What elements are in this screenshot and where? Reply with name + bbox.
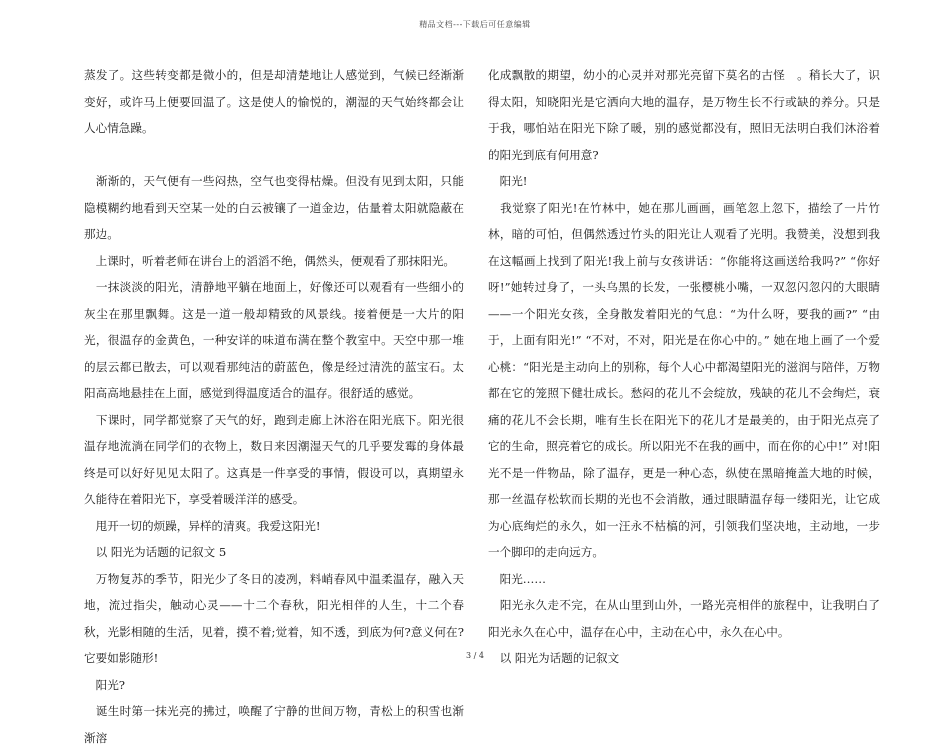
blank-line — [84, 142, 464, 169]
paragraph: 阳光! — [488, 174, 528, 188]
paragraph: 万物复苏的季节，阳光少了冬日的凌冽，料峭春风中温柔温存，融入天地，流过指尖，触动心灵——十二个春秋，阳光相伴的人生，十二个春秋，光影相随的生活，见着，摸不着;觉着，知不透，到底为何?意义何在?它要如影随形! — [84, 571, 464, 665]
paragraph: 阳光? — [84, 677, 125, 692]
paragraph: 化成飘散的期望，幼小的心灵并对那光亮留下莫名的古怪 。稍长大了，识得太阳，知晓阳光是它洒向大地的温存，是万物生长不行或缺的养分。只是于我，哪怕站在阳光下除了暖，别的感觉都没有，照旧无法明白我们沐浴着的阳光到底有何用意? — [488, 68, 880, 162]
paragraph: 下课时，同学都觉察了天气的好，跑到走廊上沐浴在阳光底下。阳光很温存地流淌在同学们的衣物上，数日来因潮湿天气的几乎要发霉的身体最终是可以好好见见太阳了。这真是一件享受的事情，假设可以，真期望永久能待在着阳光下，享受着暖洋洋的感受。 — [84, 412, 464, 506]
section-heading: 以 阳光为话题的记叙文 — [488, 651, 620, 665]
paragraph: 阳光…… — [488, 571, 546, 586]
paragraph: 渐渐的，天气便有一些闷热，空气也变得枯燥。但没有见到太阳，只能隐模糊约地看到天空某一处的白云被镶了一道金边，估量着太阳就隐蔽在那边。 — [84, 174, 464, 241]
paragraph: 一抹淡淡的阳光，清静地平躺在地面上，好像还可以观看有一些细小的灰尘在那里飘舞。这是一道一般却精致的风景线。接着便是一大片的阳光，很温存的金黄色，一种安详的味道布满在整个教室中。天空中那一堆的层云都已散去，可以观看那纯洁的蔚蓝色，像是经过清洗的蓝宝石。太阳高高地悬挂在上面，感觉到得温度适合的温存。很舒适的感觉。 — [84, 280, 464, 400]
paragraph: 诞生时第一抹光亮的拂过，唤醒了宁静的世间万物，青松上的积雪也渐渐溶 — [84, 704, 464, 745]
paragraph: 阳光永久走不完，在从山里到山外，一路光亮相伴的旅程中，让我明白了阳光永久在心中，温存在心中，主动在心中，永久在心中。 — [488, 598, 880, 639]
paragraph: 我觉察了阳光!在竹林中，她在那儿画画，画笔忽上忽下，描绘了一片竹林，暗的可怕，但偶然透过竹头的阳光让人观看了光明。我赞美，没想到我在这幅画上找到了阳光!我上前与女孩讲话：“你能将这画送给我吗?” “你好呀!”她转过身了，一头乌黑的长发，一张樱桃小嘴，一双忽闪忽闪的大眼睛——一个阳光女孩，全身散发着阳光的气息：“为什么呀，要我的画?” “由于，上面有阳光!” “不对，不对，阳光是在你心中的。” 她在地上画了一个爱心桃：“阳光是主动向上的别称，每个人心中都渴望阳光的滋润与陪伴，万物都在它的笼照下健壮成长。愁闷的花儿不会绽放，残缺的花儿不会绚烂，衰痛的花儿不会长期，唯有生长在阳光下的花儿才是最美的，由于阳光点亮了它的生命，照亮着它的成长。所以阳光不在我的画中，而在你的心中!” 对!阳光不是一件物品，除了温存，更是一种心态，纵使在黑暗掩盖大地的时候，那一丝温存松软而长期的光也不会消散，通过眼睛温存每一缕阳光，让它成为心底绚烂的永久，如一汪永不枯槁的河，引领我们坚决地，主动地，一步一个脚印的走向远方。 — [488, 200, 880, 559]
page-number: 3 / 4 — [466, 651, 484, 660]
right-column — [488, 62, 880, 672]
section-heading: 以 阳光为话题的记叙文 5 — [84, 545, 227, 559]
left-column — [84, 62, 464, 751]
paragraph: 上课时，听着老师在讲台上的滔滔不绝，偶然头，便观看了那抹阳光。 — [84, 253, 456, 268]
paragraph: 甩开一切的烦躁，异样的清爽。我爱这阳光! — [84, 518, 321, 533]
paragraph: 蒸发了。这些转变都是微小的，但是却清楚地让人感觉到，气候已经渐渐变好，或许马上便要回温了。这是使人的愉悦的，潮湿的天气始终都会让人心情急躁。 — [84, 68, 464, 135]
page-header: 精品文档---下载后可任意编辑 — [419, 20, 531, 29]
